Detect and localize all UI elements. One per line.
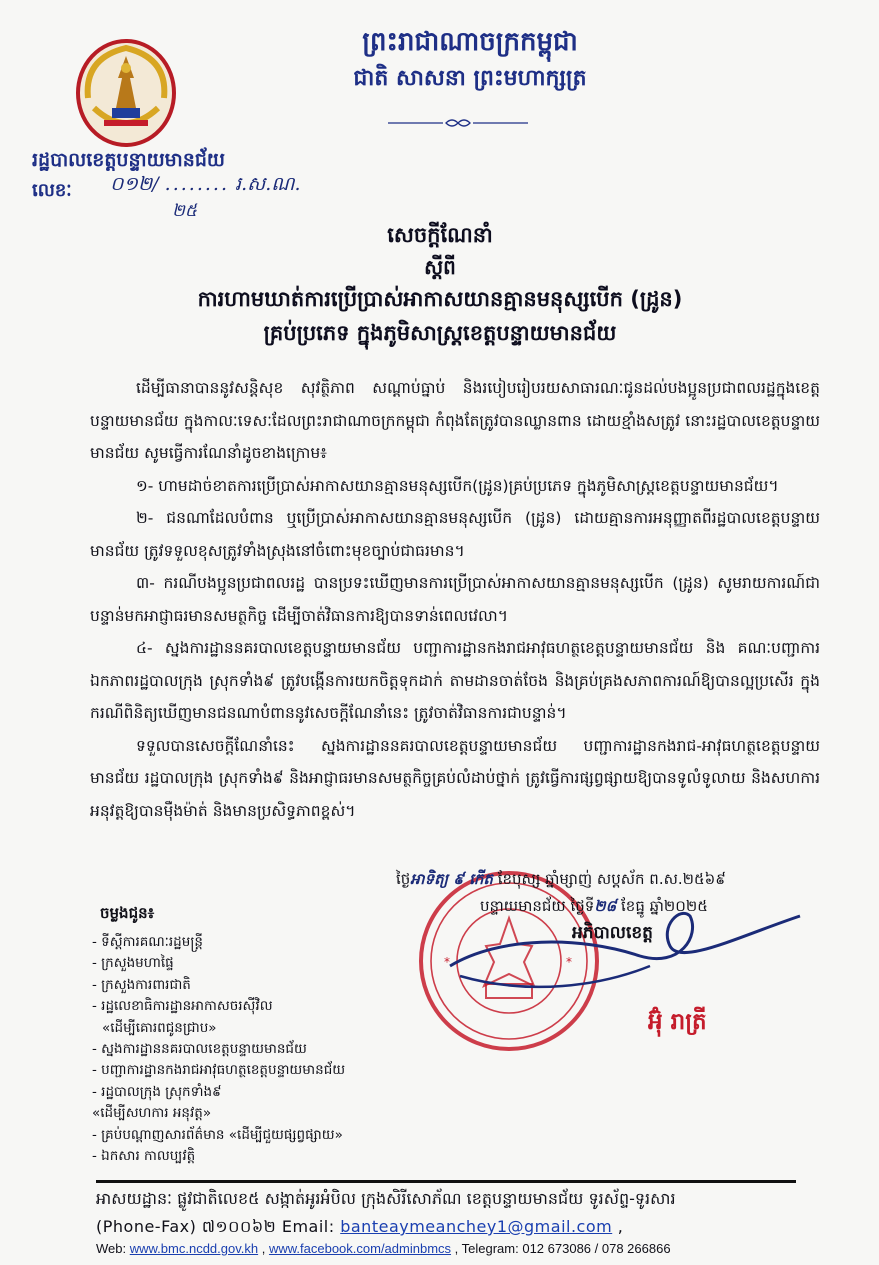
instruction-item-4: ៤- ស្នងការដ្ឋាននគរបាលខេត្តបន្ទាយមានជ័យ បញ្ជាការដ្ឋានកងរាជអាវុធហត្ថខេត្តបន្ទាយមានជ័យ និង គណៈបញ្ជាការឯកភាពរដ្ឋបាលក្រុង ស្រុកទាំង៩ ត្រូវបង្កើនការយកចិត្តទុកដាក់ តាមដានចាត់ចែង និងគ្រប់គ្រងសភាពការណ៍ឱ្យបានល្អប្រសើរ ក្នុងករណីពិនិត្យឃើញមានជនណាបំពាននូវសេចក្តីណែនាំនេះ ត្រូវចាត់វិធានការជាបន្ទាន់។ (90, 639, 820, 722)
document-about: ស្តីពី (424, 255, 456, 279)
document-subject-2: គ្រប់ប្រភេទ ក្នុងភូមិសាស្ត្រខេត្តបន្ទាយមានជ័យ (263, 321, 617, 345)
telegram-number: 012 673086 / 078 266866 (522, 1241, 671, 1256)
emblem-logo (74, 38, 178, 148)
kingdom-title: ព្រះរាជាណាចក្រកម្ពុជា (362, 27, 578, 57)
gregorian-date (480, 897, 840, 919)
document-subject: ការហាមឃាត់ការប្រើប្រាស់អាកាសយានគ្មានមនុស្សបើក (ដ្រូន) (197, 287, 683, 311)
phone-label: (Phone-Fax) (96, 1217, 197, 1236)
ornament-divider (388, 117, 528, 129)
document-body (90, 372, 820, 827)
telegram-label: Telegram: (461, 1241, 519, 1256)
reference-number-2: ២៥ (172, 201, 197, 221)
instruction-item-1: ១- ហាមដាច់ខាតការប្រើប្រាស់អាកាសយានគ្មានមនុស្សបើក(ដ្រូន)គ្រប់ប្រភេទ ក្នុងភូមិសាស្ត្រខេត្តបន្ទាយមានជ័យ។ (136, 476, 779, 495)
governor-title: អភិបាលខេត្ត (572, 923, 653, 943)
lunar-hand: អាទិត្យ ៩ កើត (410, 870, 493, 888)
cc-item: - រដ្ឋបាលក្រុង ស្រុកទាំង៩ (92, 1083, 222, 1100)
intro-paragraph: ដើម្បីធានាបាននូវសន្តិសុខ សុវត្ថិភាព សណ្តាប់ធ្នាប់ និងរបៀបរៀបរយសាធារណៈជូនដល់បងប្អូនប្រជាពលរដ្ឋក្នុងខេត្តបន្ទាយមានជ័យ ក្នុងកាលៈទេសៈដែលព្រះរាជាណាចក្រកម្ពុជា កំពុងតែត្រូវបានឈ្លានពាន ដោយខ្មាំងសត្រូវ នោះរដ្ឋបាលខេត្តបន្ទាយមានជ័យ សូមធ្វើការណែនាំដូចខាងក្រោម៖ (90, 379, 820, 462)
closing-paragraph: ទទួលបានសេចក្តីណែនាំនេះ ស្នងការដ្ឋាននគរបាលខេត្តបន្ទាយមានជ័យ បញ្ជាការដ្ឋានកងរាជ-អាវុធហត្ថខេត្តបន្ទាយមានជ័យ រដ្ឋបាលក្រុង ស្រុកទាំង៩ និងអាជ្ញាធរមានសមត្ថកិច្ចគ្រប់លំដាប់ថ្នាក់ ត្រូវធ្វើការផ្សព្វផ្សាយឱ្យបានទូលំទូលាយ និងសហការអនុវត្តឱ្យបានម៉ឺងម៉ាត់ និងមានប្រសិទ្ធភាពខ្ពស់។ (90, 736, 820, 820)
web-label: Web: (96, 1241, 127, 1256)
footer-divider (96, 1180, 796, 1183)
reference-number: ០១២/ ........ រ.ស.ណ. (110, 173, 301, 195)
email-link[interactable]: banteaymeanchey1@gmail.com (340, 1217, 613, 1236)
cc-item: - ទីស្តីការគណៈរដ្ឋមន្ត្រី (92, 934, 203, 950)
signer-name: អ៊ុំ រាត្រី (648, 1009, 707, 1035)
cc-item: «ដើម្បីគោរពជូនជ្រាប» (102, 1019, 217, 1036)
reference-label (32, 178, 72, 205)
national-header (250, 22, 690, 96)
place-prefix: បន្ទាយមានជ័យ ថ្ងៃទី (480, 897, 595, 915)
cc-item: - បញ្ជាការដ្ឋានកងរាជអាវុធហត្ថខេត្តបន្ទាយមានជ័យ (92, 1062, 346, 1079)
reference-label-text: លេខៈ (32, 180, 72, 201)
document-type: សេចក្តីណែនាំ (387, 223, 493, 247)
cc-item: - ឯកសារ កាលប្បវត្តិ (92, 1148, 196, 1165)
footer-address: អាសយដ្ឋានៈ ផ្លូវជាតិលេខ៥ សង្កាត់អូរអំបិល ក្រុងសិរីសោភ័ណ ខេត្តបន្ទាយមានជ័យ ទូរស័ព្ទ-ទូរសារ (96, 1189, 676, 1208)
reference-number-hand: ០១២/ (110, 173, 159, 195)
footer-contact: (Phone-Fax) ៧១០០៦២ Email: banteaymeanchey1@gmail.com , (96, 1217, 624, 1236)
lunar-date (396, 870, 836, 892)
email-label: Email: (281, 1217, 335, 1236)
day-hand: ២៨ (594, 897, 617, 915)
cc-item: - គ្រប់បណ្តាញសារព័ត៌មាន «ដើម្បីជួយផ្សព្វផ្សាយ» (92, 1126, 343, 1143)
footer-web: Web: www.bmc.ncdd.gov.kh , www.facebook.com/adminbmcs , Telegram: 012 673086 / 078 266866 (96, 1241, 671, 1256)
svg-text:*: * (444, 955, 450, 969)
national-motto: ជាតិ សាសនា ព្រះមហាក្សត្រ (353, 66, 587, 91)
issuer-name: រដ្ឋបាលខេត្តបន្ទាយមានជ័យ (32, 149, 225, 171)
instruction-item-2: ២- ជនណាដែលបំពាន ឬប្រើប្រាស់អាកាសយានគ្មានមនុស្សបើក (ដ្រូន) ដោយគ្មានការអនុញ្ញាតពីរដ្ឋបាលខេត្តបន្ទាយមានជ័យ ត្រូវទទួលខុសត្រូវទាំងស្រុងនៅចំពោះមុខច្បាប់ជាធរមាន។ (90, 509, 820, 560)
svg-text:*: * (566, 955, 572, 969)
cc-item: - ស្នងការដ្ឋាននគរបាលខេត្តបន្ទាយមានជ័យ (92, 1041, 307, 1058)
cc-title: ចម្លងជូន៖ (100, 904, 155, 922)
phone-number: ៧១០០៦២ (201, 1217, 277, 1236)
reference-suffix: រ.ស.ណ. (235, 173, 301, 195)
facebook-link[interactable]: www.facebook.com/adminbmcs (268, 1241, 452, 1256)
instruction-item-3: ៣- ករណីបងប្អូនប្រជាពលរដ្ឋ បានប្រទះឃើញមានការប្រើប្រាស់អាកាសយានគ្មានមនុស្សបើក (ដ្រូន) សូមរាយការណ៍ជាបន្ទាន់មកអាជ្ញាធរមានសមត្ថកិច្ច ដើម្បីចាត់វិធានការឱ្យបានទាន់ពេលវេលា។ (90, 574, 820, 625)
cc-item: - ក្រសួងមហាផ្ទៃ (92, 955, 174, 972)
cc-item: - ក្រសួងការពារជាតិ (92, 976, 191, 993)
cc-item: «ដើម្បីសហការ អនុវត្ត» (92, 1105, 212, 1122)
lunar-rest: ខែបុស្ស ឆ្នាំម្សាញ់ សប្តស័ក ព.ស.២៥៦៩ (497, 870, 726, 888)
website-link[interactable]: www.bmc.ncdd.gov.kh (129, 1241, 259, 1256)
cc-item: - រដ្ឋលេខាធិការដ្ឋានអាកាសចរស៊ីវិល (92, 998, 273, 1015)
cc-list (92, 932, 345, 1167)
month-year: ខែធ្នូ ឆ្នាំ២០២៥ (621, 897, 708, 915)
lunar-prefix: ថ្ងៃ (396, 870, 411, 888)
